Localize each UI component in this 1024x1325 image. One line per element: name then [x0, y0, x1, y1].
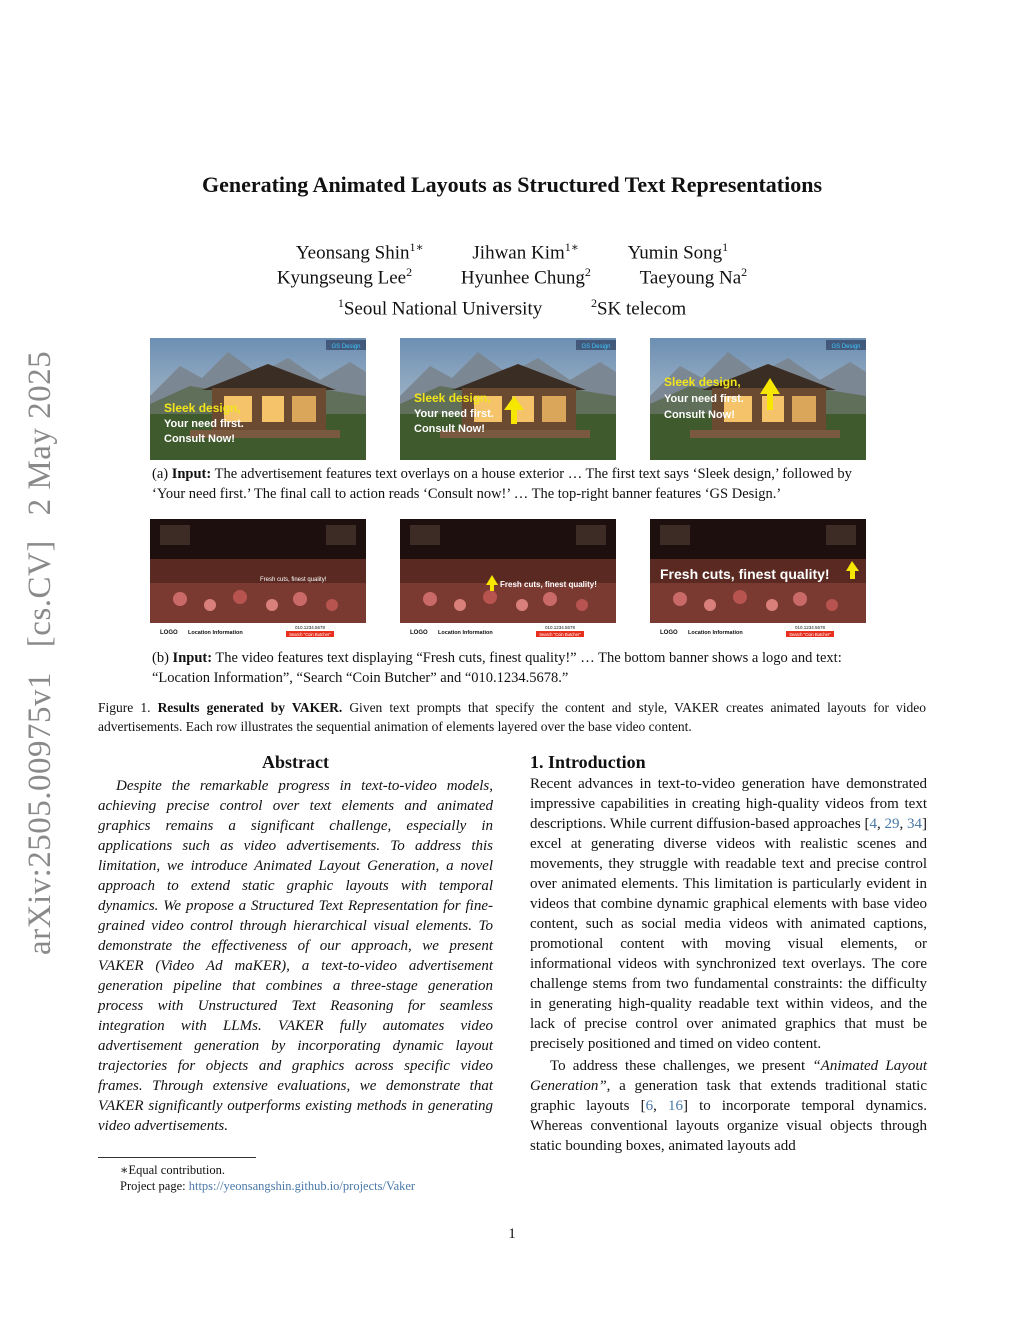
- house-frame-1: [150, 338, 366, 460]
- citation-link[interactable]: 34: [907, 816, 923, 832]
- intro-body: [530, 774, 927, 1156]
- banner-logo: LOGO: [410, 630, 428, 636]
- house-frame-3: [650, 338, 866, 460]
- footnote-project-page: Project page: https://yeonsangshin.github.io/projects/Vaker: [120, 1179, 416, 1193]
- arxiv-id: arXiv:2505.00975v1: [22, 671, 58, 955]
- author: Yeonsang Shin$^{1∗}$: [295, 240, 424, 264]
- author: Kyungseung Lee$^2$: [276, 265, 413, 289]
- figure-caption: Figure 1. Results generated by VAKER. Given text prompts that specify the content and style, VAKER creates animated layouts for video advertisements. Each row illustrates the sequential animation of elements layered over the base video content.: [98, 700, 927, 734]
- footnotes: [120, 1162, 415, 1194]
- butcher-frame-1: [150, 519, 366, 641]
- authors-row-1: [0, 240, 1024, 264]
- frame-corner-label: GS Design: [331, 344, 361, 350]
- frame-overlay-text: Fresh cuts, finest quality!: [260, 577, 327, 583]
- frame-text-line2: Your need first.: [664, 393, 744, 405]
- intro-paragraph-1: Recent advances in text-to-video generation have demonstrated impressive capabilities in creating high-quality videos from text descriptions. While current diffusion-based approaches [4, 29, 34] excel at generating diverse videos with realistic scenes and movements, they struggle with readable text and precise control over animated elements. This limitation is particularly evident in videos that combine dynamic graphical elements with base video content, such as social media videos with animated captions, promotional content with moving visual elements, or informational videos with synchronized text overlays. The core challenge stems from two fundamental constraints: the difficulty in generating high-quality readable text within videos, and the lack of precise control over animated graphics that must be precisely positioned and timed on video content.: [530, 776, 928, 1052]
- frame-overlay-text: Fresh cuts, finest quality!: [500, 580, 597, 589]
- frame-text-line1: Sleek design,: [664, 375, 741, 389]
- author: Taeyoung Na$^2$: [639, 265, 748, 289]
- banner-logo: LOGO: [660, 630, 678, 636]
- frame-text-line1: Sleek design,: [164, 401, 241, 415]
- frame-overlay-text: Fresh cuts, finest quality!: [660, 566, 830, 582]
- frame-text-line3: Consult Now!: [414, 423, 485, 435]
- abstract-heading: Abstract: [262, 752, 329, 772]
- frame-text-line2: Your need first.: [414, 408, 494, 420]
- intro-heading: 1. Introduction: [530, 752, 646, 772]
- affiliation: $^1$Seoul National University: [337, 296, 543, 320]
- frame-text-line1: Sleek design,: [414, 391, 491, 405]
- banner-search: Search "Coin Butcher": [789, 632, 831, 637]
- project-page-link[interactable]: https://yeonsangshin.github.io/projects/Vaker: [188, 1179, 416, 1193]
- arxiv-category: [cs.CV]: [22, 540, 58, 648]
- intro-paragraph-2: To address these challenges, we present “Animated Layout Generation”, a generation task that extends traditional static graphic layouts [6, 16] to incorporate temporal dynamics. Whereas conventional layouts organize visual objects through static bounding boxes, animated layouts add: [530, 1058, 928, 1154]
- banner-location: Location Information: [438, 630, 493, 636]
- frame-text-line2: Your need first.: [164, 418, 244, 430]
- paper-title: Generating Animated Layouts as Structured Text Representations: [201, 172, 823, 197]
- figure-subcaption-b: (b) Input: The video features text displaying “Fresh cuts, finest quality!” … The bottom banner shows a logo and text: “Location Information”, “Search “Coin Butcher” and “010.1234.5678.”: [152, 650, 842, 686]
- abstract-body: Despite the remarkable progress in text-to-video models, achieving precise control over text elements and animated graphics remains a significant challenge, especially in applications such as video advertisements. To address this limitation, we introduce Animated Layout Generation, a novel approach to extend static graphic layouts with temporal dynamics. We propose a Structured Text Representation for fine-grained video control through hierarchical visual elements. To demonstrate the effectiveness of our approach, we present VAKER (Video Ad maKER), a text-to-video advertisement generation pipeline that combines a three-stage generation process with Unstructured Text Reasoning for seamless integration with LLMs. VAKER fully automates video advertisement generation by incorporating dynamic layout trajectories for objects and graphics across specific video frames. Through extensive evaluations, we demonstrate that VAKER significantly outperforms existing methods in generating video advertisements.: [98, 778, 493, 1134]
- banner-location: Location Information: [688, 630, 743, 636]
- frame-corner-label: GS Design: [581, 344, 611, 350]
- affiliation: $^2$SK telecom: [590, 296, 687, 320]
- figure-subcaption-a: (a) Input: The advertisement features text overlays on a house exterior … The first text says ‘Sleek design,’ followed by ‘Your need first.’ The final call to action reads ‘Consult now!’ … The top-right banner features ‘GS Design.’: [152, 466, 852, 502]
- citation-link[interactable]: 6: [645, 1098, 654, 1114]
- banner-search: Search "Coin Butcher": [289, 632, 331, 637]
- citation-link[interactable]: 16: [667, 1098, 683, 1114]
- authors-row-2: [0, 265, 1024, 289]
- figure-row-house: [150, 338, 868, 460]
- arxiv-date: 2 May 2025: [22, 350, 58, 516]
- butcher-frame-2: [400, 519, 616, 641]
- banner-search: Search "Coin Butcher": [539, 632, 581, 637]
- banner-phone: 010.1234.5678: [294, 625, 326, 630]
- author: Yumin Song$^1$: [627, 240, 729, 264]
- author: Hyunhee Chung$^2$: [460, 265, 591, 289]
- author: Jihwan Kim$^{1∗}$: [472, 240, 579, 264]
- page-number: 1: [508, 1226, 516, 1242]
- banner-logo: LOGO: [160, 630, 178, 636]
- footnote-equal-contribution: ∗Equal contribution.: [120, 1163, 226, 1177]
- house-frame-2: [400, 338, 616, 460]
- citation-link[interactable]: 29: [884, 816, 900, 832]
- frame-corner-label: GS Design: [831, 344, 861, 350]
- banner-phone: 010.1234.5678: [544, 625, 576, 630]
- banner-phone: 010.1234.5678: [794, 625, 826, 630]
- figure-row-butcher: [150, 519, 868, 641]
- arxiv-stamp: [22, 350, 64, 955]
- frame-text-line3: Consult Now!: [664, 409, 735, 421]
- footnote-divider: [98, 1157, 256, 1158]
- affiliations: [0, 296, 1024, 320]
- banner-location: Location Information: [188, 630, 243, 636]
- citation-link[interactable]: 4: [869, 816, 877, 832]
- frame-text-line3: Consult Now!: [164, 433, 235, 445]
- butcher-frame-3: [650, 519, 866, 641]
